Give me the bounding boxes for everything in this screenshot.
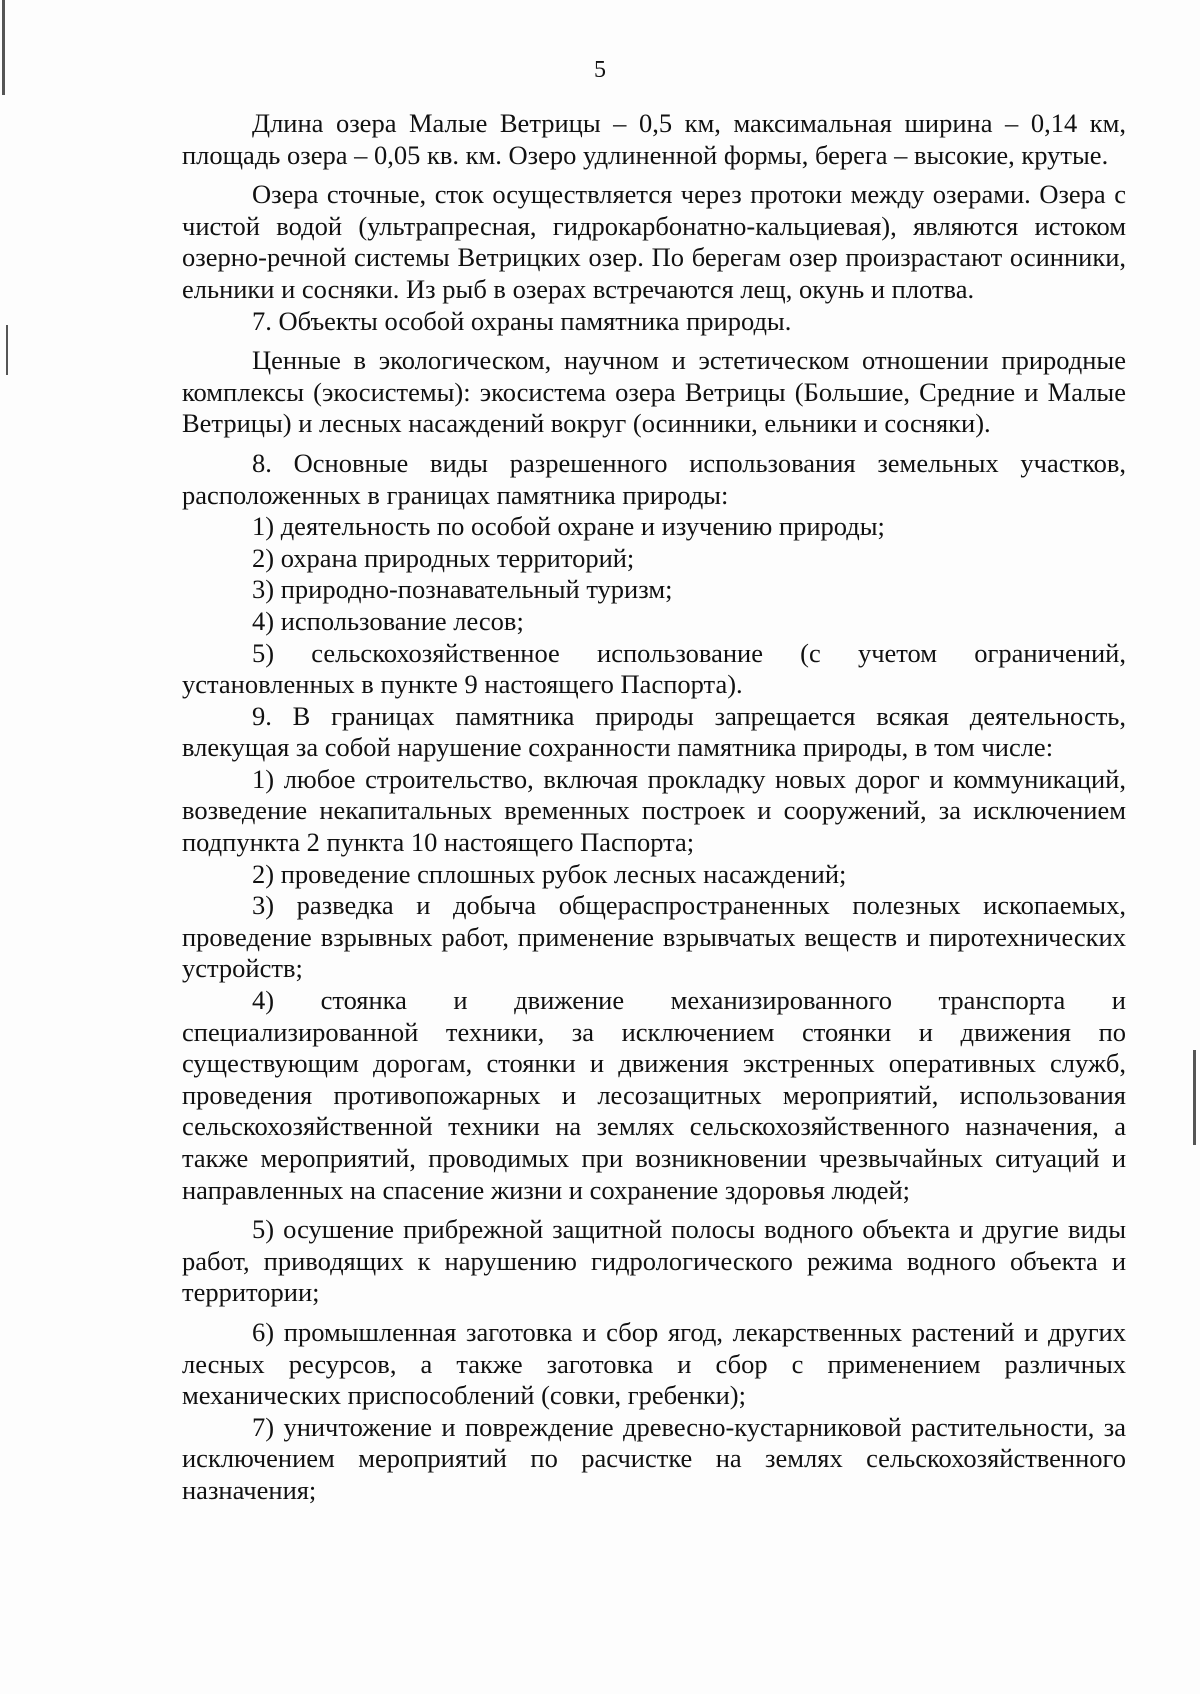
section-9-item-2: 2) проведение сплошных рубок лесных насаждений;	[252, 858, 847, 889]
section-8-item-2: 2) охрана природных территорий;	[252, 542, 635, 573]
section-8-item-4: 4) использование лесов;	[252, 605, 524, 636]
section-8-heading: 8. Основные виды разрешенного использования земельных участков, расположенных в границах памятника природы:	[182, 447, 1126, 510]
scan-edge-mark-left-middle	[6, 325, 8, 375]
section-8-item-1: 1) деятельность по особой охране и изучению природы;	[252, 511, 885, 542]
section-9-item-3: 3) разведка и добыча общераспространенных полезных ископаемых, проведение взрывных работ, применение взрывчатых веществ и пиротехнических устройств;	[182, 890, 1126, 984]
section-9-item-4: 4) стоянка и движение механизированного транспорта и специализированной техники, за исключением стоянки и движения по существующим дорогам, стоянки и движения экстренных оперативных служб, проведения противопожарных и лесозащитных мероприятий, использования сельскохозяйственной техники на землях сельскохозяйственного назначения, а также мероприятий, проводимых при возникновении чрезвычайных ситуаций и направленных на спасение жизни и сохранение здоровья людей;	[182, 985, 1126, 1205]
section-9-item-7: 7) уничтожение и повреждение древесно-кустарниковой растительности, за исключением мероприятий по расчистке на землях сельскохозяйственного назначения;	[182, 1411, 1126, 1505]
section-9-item-6: 6) промышленная заготовка и сбор ягод, лекарственных растений и других лесных ресурсов, а также заготовка и сбор с применением различных механических приспособлений (совки, гребенки);	[182, 1316, 1126, 1411]
document-body	[182, 108, 1126, 1507]
section-7-heading: 7. Объекты особой охраны памятника природы.	[252, 305, 792, 336]
paragraph-lakes-drainage: Озера сточные, сток осуществляется через протоки между озерами. Озера с чистой водой (ультрапресная, гидрокарбонатно-кальциевая), являются истоком озерно-речной системы Ветрицких озер. По берегам озер произрастают осинники, ельники и сосняки. Из рыб в озерах встречаются лещ, окунь и плотва.	[182, 179, 1126, 304]
page-number: 5	[594, 57, 606, 83]
paragraph-lake-malye-vetritsy: Длина озера Малые Ветрицы – 0,5 км, максимальная ширина – 0,14 км, площадь озера – 0,05 кв. км. Озеро удлиненной формы, берега – высокие, крутые.	[182, 108, 1126, 170]
section-9-item-5: 5) осушение прибрежной защитной полосы водного объекта и другие виды работ, приводящих к нарушению гидрологического режима водного объекта и территории;	[182, 1214, 1126, 1308]
section-8-item-5: 5) сельскохозяйственное использование (с учетом ограничений, установленных в пункте 9 настоящего Паспорта).	[182, 637, 1126, 700]
section-9-heading: 9. В границах памятника природы запрещается всякая деятельность, влекущая за собой нарушение сохранности памятника природы, в том числе:	[182, 700, 1126, 763]
section-9-item-1: 1) любое строительство, включая прокладку новых дорог и коммуникаций, возведение некапитальных временных построек и сооружений, за исключением подпункта 2 пункта 10 настоящего Паспорта;	[182, 763, 1126, 858]
paragraph-valuable-complexes: Ценные в экологическом, научном и эстетическом отношении природные комплексы (экосистемы): экосистема озера Ветрицы (Большие, Средние и Малые Ветрицы) и лесных насаждений вокруг (осинники, ельники и сосняки).	[182, 345, 1126, 439]
section-8-item-3: 3) природно-познавательный туризм;	[252, 574, 673, 605]
scan-edge-mark-right-bottom	[1193, 1050, 1196, 1145]
